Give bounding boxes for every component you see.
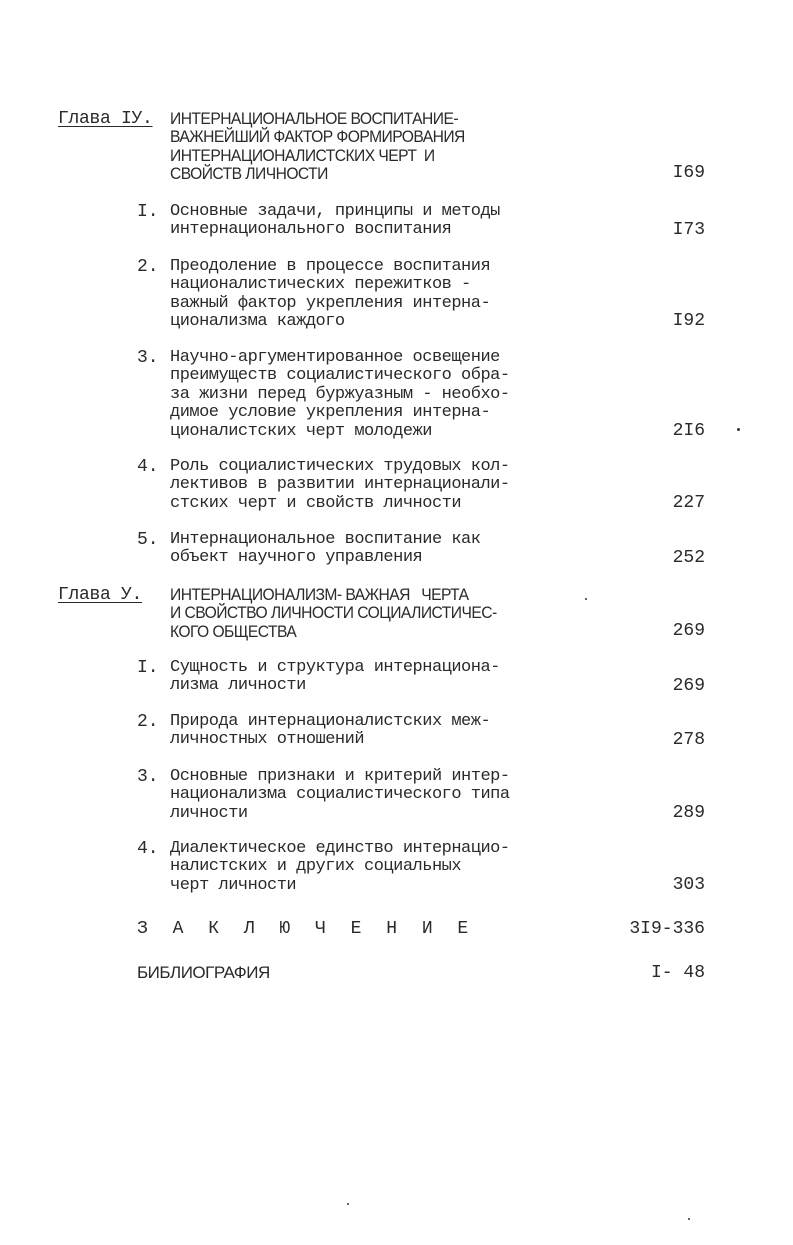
title-line: Основные признаки и критерий интер- [170, 767, 510, 786]
title-line: объект научного управления [170, 548, 423, 568]
section-title [170, 713, 490, 750]
page-number: 3I9-336 [629, 919, 705, 939]
section-title [170, 840, 510, 895]
scan-speck [585, 598, 587, 600]
scan-speck [688, 1218, 690, 1220]
section-number: 4. [137, 839, 159, 859]
title-line: Роль социалистических трудовых кол- [170, 457, 510, 476]
title-line: Основные задачи, принципы и методы [170, 202, 500, 221]
section-number: 3. [137, 767, 159, 787]
chapter-title [170, 110, 490, 184]
title-line: ционалистских черт молодежи [170, 421, 432, 441]
section-title [170, 458, 510, 513]
section-title [170, 531, 480, 568]
section-number: 2. [137, 712, 159, 732]
page-number: I73 [672, 220, 705, 240]
title-line: ИНТЕРНАЦИОНАЛИСТСКИХ ЧЕРТ И [170, 145, 435, 165]
title-line: Научно-аргументированное освещение [170, 348, 500, 367]
title-line: ционализма каждого [170, 312, 345, 332]
title-line: ВАЖНЕЙШИЙ ФАКТОР ФОРМИРОВАНИЯ [170, 127, 465, 147]
section-title [170, 203, 500, 240]
title-line: интернационального воспитания [170, 220, 452, 240]
title-line: лизма личности [170, 676, 306, 696]
title-line: ИНТЕРНАЦИОНАЛИЗМ- ВАЖНАЯ ЧЕРТА [170, 585, 469, 604]
title-line: Природа интернационалистских меж- [170, 712, 491, 731]
bibliography-label: БИБЛИОГРАФИЯ [137, 963, 270, 982]
page-number: 227 [672, 493, 705, 513]
section-number: 2. [137, 257, 159, 277]
conclusion-label: З А К Л Ю Ч Е Н И Е [137, 919, 476, 939]
page-number: 269 [672, 676, 705, 696]
title-line: личностных отношений [170, 730, 365, 750]
title-line: национализма социалистического типа [170, 785, 510, 805]
section-number: 5. [137, 530, 159, 550]
section-number: 4. [137, 457, 159, 477]
chapter-title [170, 586, 525, 641]
page-number: 2I6 [672, 421, 705, 441]
title-line: лективов в развитии интернационали- [170, 475, 510, 495]
section-title [170, 349, 510, 441]
section-number: 3. [137, 348, 159, 368]
title-line: личности [170, 803, 248, 823]
page-number: 289 [672, 803, 705, 823]
title-line: преимуществ социалистического обра- [170, 366, 510, 386]
chapter-label: Глава У. [58, 585, 143, 605]
page-number: 303 [672, 875, 705, 895]
page-number: 269 [672, 621, 705, 641]
section-number: I. [137, 202, 159, 222]
page-number: 252 [672, 548, 705, 568]
scan-speck [347, 1203, 349, 1205]
page-number: 278 [672, 730, 705, 750]
section-title [170, 659, 500, 696]
title-line: Сущность и структура интернациона- [170, 658, 500, 677]
title-line: И СВОЙСТВО ЛИЧНОСТИ СОЦИАЛИСТИЧЕС- [170, 603, 497, 623]
title-line: СВОЙСТВ ЛИЧНОСТИ [170, 164, 328, 184]
title-line: КОГО ОБЩЕСТВА [170, 621, 297, 641]
section-number: I. [137, 658, 159, 678]
chapter-label: Глава IУ. [58, 109, 153, 129]
title-line: Интернациональное воспитание как [170, 530, 481, 549]
page-number: I69 [672, 163, 705, 183]
scan-speck [737, 428, 740, 431]
section-title [170, 768, 510, 823]
title-line: димое условие укрепления интерна- [170, 403, 491, 423]
title-line: националистических пережитков - [170, 275, 471, 295]
title-line: черт личности [170, 875, 297, 895]
title-line: ИНТЕРНАЦИОНАЛЬНОЕ ВОСПИТАНИЕ- [170, 109, 458, 128]
title-line: Диалектическое единство интернацио- [170, 839, 510, 858]
title-line: налистских и других социальных [170, 857, 462, 877]
title-line: за жизни перед буржуазным - необхо- [170, 384, 510, 404]
title-line: стских черт и свойств личности [170, 493, 462, 513]
title-line: Преодоление в процессе воспитания [170, 257, 491, 276]
page-number: I- 48 [650, 963, 705, 983]
section-title [170, 258, 490, 332]
title-line: важный фактор укрепления интерна- [170, 293, 491, 313]
page-number: I92 [672, 311, 705, 331]
